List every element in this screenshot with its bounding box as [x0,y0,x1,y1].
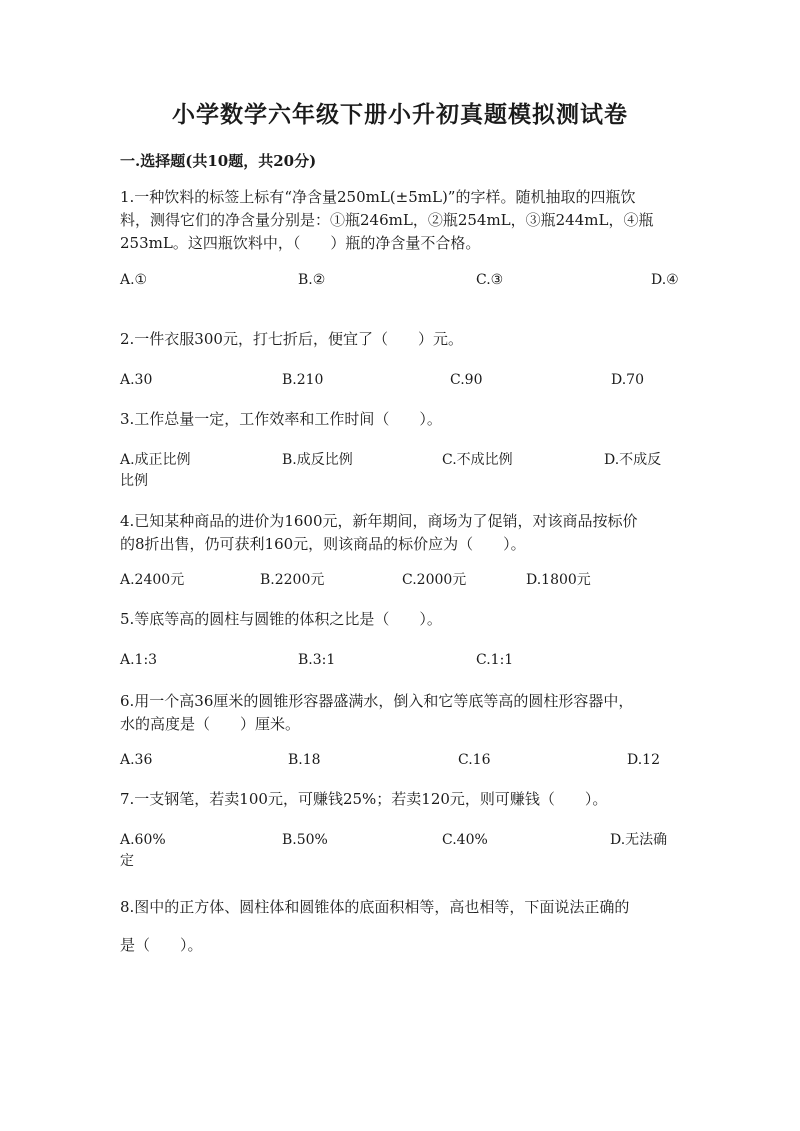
option-d[interactable]: D.1800元 [526,572,591,588]
page-title: 小学数学六年级下册小升初真题模拟测试卷 [172,101,628,128]
option-a[interactable]: A.60% [120,832,166,848]
question-stem-line: 是（ ）。 [120,936,203,954]
question-stem-line: 的8折出售，仍可获利160元，则该商品的标价应为（ ）。 [120,535,526,553]
option-a[interactable]: A.2400元 [120,572,185,588]
question-3 [120,408,680,431]
question-stem-line: 1.一种饮料的标签上标有“净含量250mL(±5mL)”的字样。随机抽取的四瓶饮 [120,188,636,206]
options-5 [120,650,680,694]
option-a[interactable]: A.30 [120,372,153,388]
question-6 [120,690,680,736]
option-b[interactable]: B.② [298,272,326,288]
option-b[interactable]: B.50% [282,832,328,848]
option-d[interactable]: D.70 [611,372,644,388]
question-8 [120,888,680,964]
question-stem-line: 水的高度是（ ）厘米。 [120,715,301,733]
section-heading: 一.选择题(共10题，共20分) [120,152,317,170]
option-c[interactable]: C.1:1 [476,652,514,668]
option-c[interactable]: C.③ [476,272,504,288]
question-7 [120,788,680,811]
option-d-line2[interactable]: 定 [120,853,134,869]
options-1 [120,270,680,314]
question-stem-line: 4.已知某种商品的进价为1600元，新年期间，商场为了促销，对该商品按标价 [120,512,638,530]
option-b[interactable]: B.成反比例 [282,452,353,468]
question-stem-line: 7.一支钢笔，若卖100元，可赚钱25%；若卖120元，则可赚钱（ ）。 [120,790,608,808]
option-d-line1[interactable]: D.不成反 [604,452,662,468]
question-stem-line: 253mL。这四瓶饮料中，（ ）瓶的净含量不合格。 [120,234,481,252]
options-7 [120,830,680,874]
option-c[interactable]: C.2000元 [402,572,467,588]
option-c[interactable]: C.40% [442,832,488,848]
option-a[interactable]: A.成正比例 [120,452,191,468]
question-stem-line: 6.用一个高36厘米的圆锥形容器盛满水，倒入和它等底等高的圆柱形容器中， [120,692,634,710]
option-a[interactable]: A.① [120,272,148,288]
option-a[interactable]: A.1:3 [120,652,158,668]
question-1 [120,186,680,255]
options-3 [120,450,680,494]
question-5 [120,608,680,631]
option-c[interactable]: C.16 [458,752,491,768]
question-stem-line: 5.等底等高的圆柱与圆锥的体积之比是（ ）。 [120,610,442,628]
question-4 [120,510,680,556]
question-stem-line: 3.工作总量一定，工作效率和工作时间（ ）。 [120,410,442,428]
option-b[interactable]: B.18 [288,752,321,768]
option-d-line1[interactable]: D.无法确 [610,832,668,848]
option-d[interactable]: D.12 [627,752,660,768]
question-stem-line: 2.一件衣服300元，打七折后，便宜了（ ）元。 [120,330,463,348]
question-stem-line: 8.图中的正方体、圆柱体和圆锥体的底面积相等，高也相等，下面说法正确的 [120,898,630,916]
option-d[interactable]: D.④ [651,272,679,288]
option-d-line2[interactable]: 比例 [120,473,148,489]
option-a[interactable]: A.36 [120,752,153,768]
question-stem-line: 料，测得它们的净含量分别是：①瓶246mL，②瓶254mL，③瓶244mL，④瓶 [120,211,654,229]
option-b[interactable]: B.3:1 [298,652,336,668]
question-2 [120,328,680,351]
option-b[interactable]: B.210 [282,372,324,388]
option-b[interactable]: B.2200元 [260,572,325,588]
option-c[interactable]: C.90 [450,372,483,388]
option-c[interactable]: C.不成比例 [442,452,513,468]
